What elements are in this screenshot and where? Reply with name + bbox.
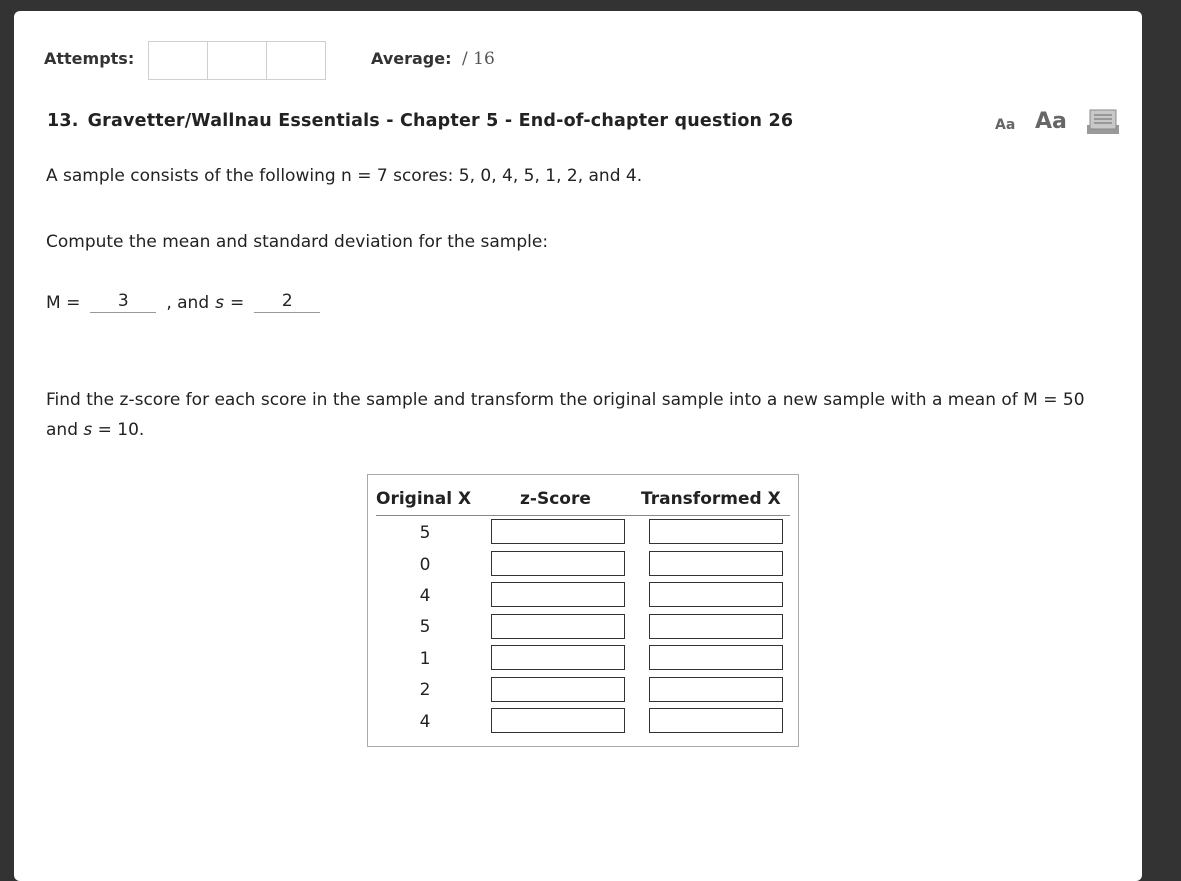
transformed-x-input[interactable] — [649, 551, 783, 576]
original-x-value: 4 — [419, 712, 431, 732]
transform-text-2: = 10. — [97, 420, 145, 440]
print-icon[interactable] — [1086, 109, 1120, 135]
z-score-input[interactable] — [491, 708, 625, 733]
original-x-value: 5 — [419, 617, 431, 637]
sd-answer-field[interactable]: 2 — [254, 291, 320, 313]
header-original-x: Original X — [376, 489, 472, 509]
z-score-input[interactable] — [491, 645, 625, 670]
compute-prompt: Compute the mean and standard deviation for the sample: — [46, 232, 549, 252]
question-number: 13. — [47, 111, 79, 131]
z-score-input[interactable] — [491, 519, 625, 544]
z-score-input[interactable] — [491, 677, 625, 702]
mean-answer-field[interactable]: 3 — [90, 291, 156, 313]
header-transformed-x: Transformed X — [641, 489, 781, 509]
transformed-x-input[interactable] — [649, 677, 783, 702]
m-label: M = — [46, 293, 81, 313]
attempt-box — [149, 42, 208, 79]
question-panel — [14, 11, 1142, 881]
attempts-label: Attempts: — [44, 49, 135, 68]
z-score-input[interactable] — [491, 614, 625, 639]
transformed-x-input[interactable] — [649, 582, 783, 607]
z-score-table — [367, 474, 799, 747]
transform-s-symbol: s — [83, 420, 93, 440]
average-label: Average: — [371, 49, 452, 68]
z-score-input[interactable] — [491, 582, 625, 607]
header-z-score: z-Score — [520, 489, 591, 509]
original-x-value: 1 — [419, 649, 431, 669]
font-size-small-button[interactable]: Aa — [995, 117, 1016, 133]
transform-instructions — [46, 385, 1106, 445]
transformed-x-input[interactable] — [649, 519, 783, 544]
mean-sd-answer-line — [46, 291, 330, 313]
original-x-value: 5 — [419, 523, 431, 543]
font-size-large-button[interactable]: Aa — [1035, 109, 1067, 134]
attempt-box — [208, 42, 267, 79]
question-title — [47, 111, 793, 131]
attempt-box — [267, 42, 325, 79]
attempts-boxes — [148, 41, 326, 80]
original-x-value: 2 — [419, 680, 431, 700]
s-symbol: s — [215, 293, 224, 313]
sample-description: A sample consists of the following n = 7 scores: 5, 0, 4, 5, 1, 2, and 4. — [46, 166, 643, 186]
z-score-input[interactable] — [491, 551, 625, 576]
transformed-x-input[interactable] — [649, 645, 783, 670]
original-x-value: 4 — [419, 586, 431, 606]
transformed-x-input[interactable] — [649, 614, 783, 639]
average-value: / 16 — [462, 49, 495, 69]
original-x-value: 0 — [419, 555, 431, 575]
question-title-text: Gravetter/Wallnau Essentials - Chapter 5 - End-of-chapter question 26 — [87, 111, 794, 131]
s-equals: = — [229, 293, 245, 313]
and-label: , and — [166, 293, 210, 313]
header-divider — [376, 515, 790, 516]
transform-text-1: Find the z-score for each score in the sample and transform the original sample into a new sample with a mean of M = 50 and — [46, 390, 1085, 440]
transformed-x-input[interactable] — [649, 708, 783, 733]
